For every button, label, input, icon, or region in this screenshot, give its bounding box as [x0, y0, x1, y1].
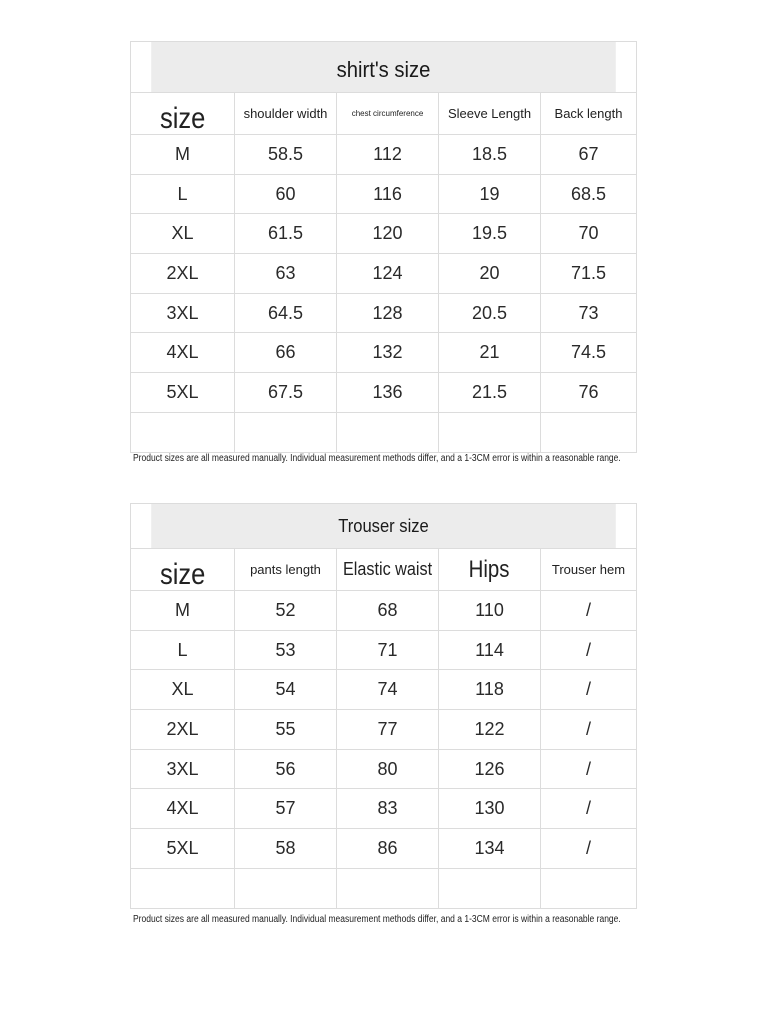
trouser-value-cell: 56 — [234, 750, 336, 789]
trouser-header-hips: Hips — [469, 555, 510, 583]
trouser-size-cell — [131, 869, 234, 908]
shirt-header-chest-circumference: chest circumference — [351, 108, 424, 118]
trouser-table-title: Trouser size — [151, 504, 616, 548]
shirt-table-row — [131, 253, 636, 293]
trouser-header-pants-length: pants length — [250, 561, 321, 577]
shirt-value-cell — [438, 413, 540, 452]
trouser-header-size: size — [159, 557, 206, 591]
shirt-size-cell: L — [177, 183, 188, 204]
trouser-value-cell — [234, 869, 336, 908]
trouser-size-cell: 3XL — [166, 758, 199, 779]
shirt-value-cell: 20 — [438, 254, 540, 293]
shirt-size-cell: 5XL — [166, 381, 199, 402]
trouser-value-cell: 57 — [234, 789, 336, 828]
shirt-header-shoulder-width: shoulder width — [243, 105, 328, 121]
trouser-value-cell: 71 — [336, 631, 438, 670]
shirt-value-cell: 68.5 — [540, 175, 636, 214]
shirt-header-sleeve-length: Sleeve Length — [447, 105, 532, 121]
shirt-table-row — [131, 134, 636, 174]
trouser-value-cell: 55 — [234, 710, 336, 749]
trouser-size-cell: 2XL — [166, 718, 199, 739]
shirt-value-cell: 58.5 — [234, 135, 336, 174]
trouser-table-row — [131, 788, 636, 828]
trouser-value-cell: / — [540, 670, 636, 709]
trouser-value-cell: 83 — [336, 789, 438, 828]
trouser-size-cell: 5XL — [166, 837, 199, 858]
trouser-value-cell: / — [540, 591, 636, 630]
shirt-measurement-note: Product sizes are all measured manually. Individual measurement methods differ, and a 1-3CM error is within a reasonable range. — [133, 453, 621, 464]
shirt-value-cell: 67.5 — [234, 373, 336, 412]
trouser-size-cell: XL — [171, 679, 194, 700]
shirt-value-cell: 21.5 — [438, 373, 540, 412]
trouser-value-cell: / — [540, 829, 636, 868]
trouser-value-cell: 53 — [234, 631, 336, 670]
shirt-table-title: shirt's size — [151, 42, 616, 92]
trouser-value-cell — [438, 869, 540, 908]
trouser-value-cell: 74 — [336, 670, 438, 709]
shirt-value-cell: 70 — [540, 214, 636, 253]
trouser-size-cell: L — [177, 639, 188, 660]
shirt-table-row — [131, 412, 636, 452]
shirt-table-row — [131, 372, 636, 412]
shirt-size-cell: 2XL — [166, 262, 199, 283]
shirt-value-cell: 76 — [540, 373, 636, 412]
shirt-value-cell: 112 — [336, 135, 438, 174]
trouser-value-cell: 54 — [234, 670, 336, 709]
trouser-table-row — [131, 590, 636, 630]
shirt-value-cell: 124 — [336, 254, 438, 293]
trouser-value-cell: 118 — [438, 670, 540, 709]
trouser-value-cell: 77 — [336, 710, 438, 749]
shirt-header-back-length: Back length — [554, 105, 623, 121]
trouser-table-row — [131, 630, 636, 670]
shirt-table-row — [131, 174, 636, 214]
trouser-value-cell: 110 — [438, 591, 540, 630]
shirt-table-row — [131, 293, 636, 333]
trouser-value-cell: 114 — [438, 631, 540, 670]
trouser-value-cell: 68 — [336, 591, 438, 630]
trouser-value-cell — [540, 869, 636, 908]
shirt-value-cell: 66 — [234, 333, 336, 372]
shirt-header-size: size — [159, 101, 206, 135]
shirt-size-cell: 3XL — [166, 302, 199, 323]
shirt-value-cell: 71.5 — [540, 254, 636, 293]
shirt-value-cell: 18.5 — [438, 135, 540, 174]
shirt-value-cell: 21 — [438, 333, 540, 372]
shirt-value-cell: 67 — [540, 135, 636, 174]
shirt-value-cell: 73 — [540, 294, 636, 333]
trouser-table-row — [131, 868, 636, 908]
trouser-value-cell: / — [540, 789, 636, 828]
trouser-header-row — [131, 548, 636, 590]
shirt-value-cell: 136 — [336, 373, 438, 412]
trouser-value-cell: 134 — [438, 829, 540, 868]
trouser-value-cell — [336, 869, 438, 908]
shirt-value-cell: 19 — [438, 175, 540, 214]
trouser-value-cell: 52 — [234, 591, 336, 630]
shirt-header-row — [131, 92, 636, 134]
trouser-value-cell: 130 — [438, 789, 540, 828]
shirt-value-cell: 64.5 — [234, 294, 336, 333]
trouser-size-cell: M — [175, 599, 190, 620]
trouser-value-cell: / — [540, 750, 636, 789]
trouser-table-row — [131, 749, 636, 789]
shirt-value-cell: 20.5 — [438, 294, 540, 333]
shirt-value-cell — [336, 413, 438, 452]
shirt-value-cell: 128 — [336, 294, 438, 333]
trouser-table-row — [131, 669, 636, 709]
shirt-table-row — [131, 332, 636, 372]
trouser-value-cell: / — [540, 710, 636, 749]
trouser-value-cell: 58 — [234, 829, 336, 868]
shirt-value-cell: 74.5 — [540, 333, 636, 372]
shirt-size-cell: XL — [171, 223, 194, 244]
trouser-header-elastic-waist: Elastic waist — [342, 559, 433, 579]
trouser-table-row — [131, 828, 636, 868]
trouser-size-table — [130, 503, 637, 909]
trouser-value-cell: / — [540, 631, 636, 670]
shirt-value-cell — [234, 413, 336, 452]
shirt-size-table — [130, 41, 637, 453]
shirt-size-cell: M — [175, 143, 190, 164]
trouser-value-cell: 80 — [336, 750, 438, 789]
trouser-size-cell: 4XL — [166, 798, 199, 819]
trouser-table-row — [131, 709, 636, 749]
shirt-value-cell: 60 — [234, 175, 336, 214]
shirt-value-cell: 116 — [336, 175, 438, 214]
shirt-size-cell: 4XL — [166, 342, 199, 363]
trouser-header-trouser-hem: Trouser hem — [551, 561, 626, 577]
shirt-value-cell: 19.5 — [438, 214, 540, 253]
trouser-value-cell: 122 — [438, 710, 540, 749]
shirt-table-row — [131, 213, 636, 253]
shirt-value-cell: 120 — [336, 214, 438, 253]
shirt-value-cell: 61.5 — [234, 214, 336, 253]
shirt-value-cell: 132 — [336, 333, 438, 372]
trouser-value-cell: 126 — [438, 750, 540, 789]
trouser-value-cell: 86 — [336, 829, 438, 868]
shirt-value-cell — [540, 413, 636, 452]
shirt-size-cell — [131, 413, 234, 452]
trouser-measurement-note: Product sizes are all measured manually. Individual measurement methods differ, and a 1-3CM error is within a reasonable range. — [133, 914, 621, 925]
shirt-value-cell: 63 — [234, 254, 336, 293]
